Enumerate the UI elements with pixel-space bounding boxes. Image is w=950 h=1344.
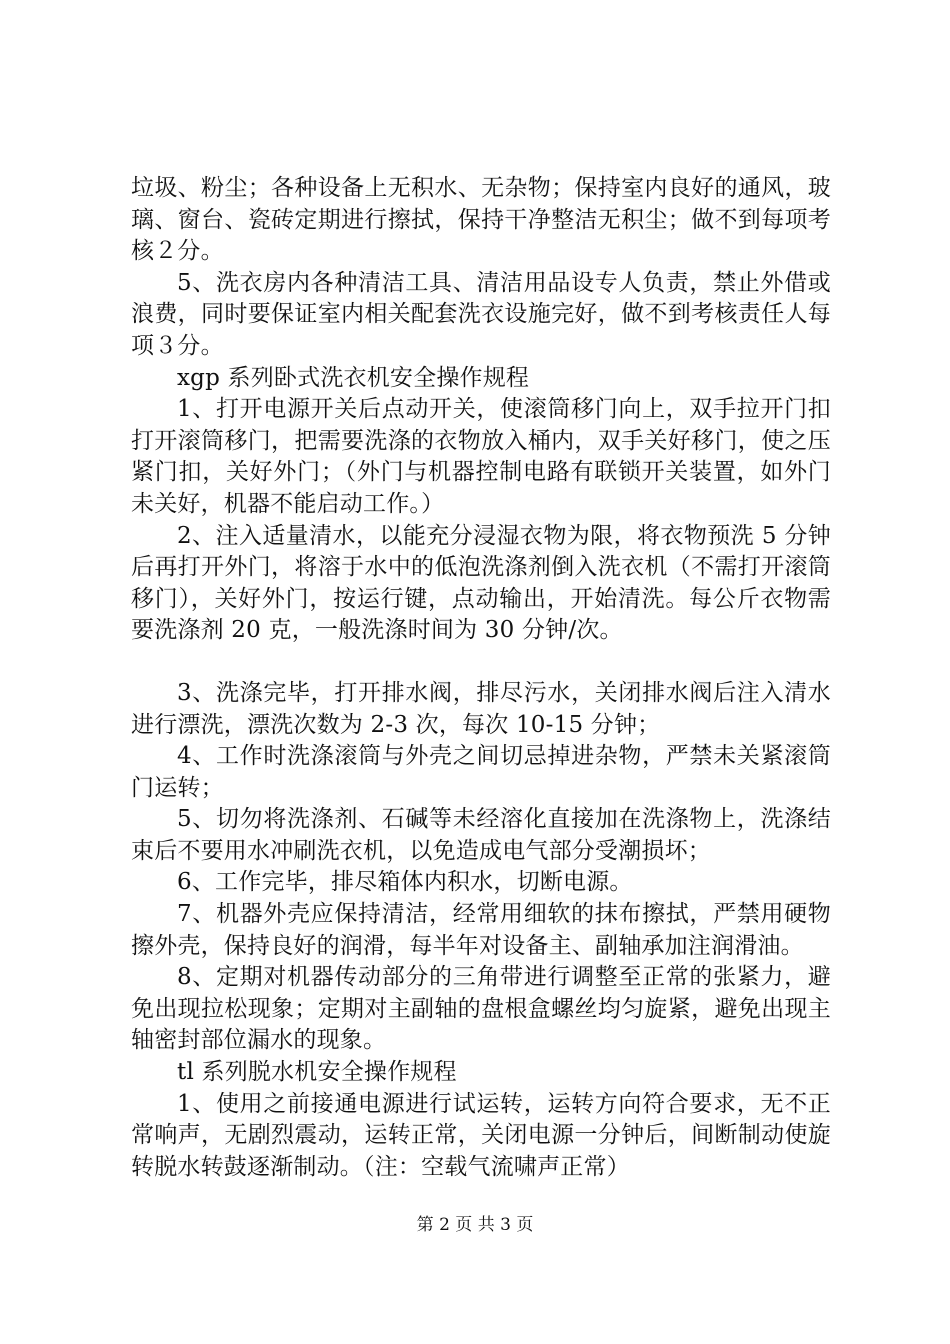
- paragraph-xgp-step-5: 5、切勿将洗涤剂、石碱等未经溶化直接加在洗涤物上，洗涤结束后不要用水冲刷洗衣机，以免造成电气部分受潮损坏；: [131, 806, 831, 864]
- paragraph-xgp-step-3: 3、洗涤完毕，打开排水阀，排尽污水，关闭排水阀后注入清水进行漂洗，漂洗次数为 2-3 次，每次 10-15 分钟；: [131, 679, 831, 738]
- page-number-footer: 第 2 页 共 3 页: [416, 1215, 534, 1235]
- paragraph-xgp-step-2: 2、注入适量清水，以能充分浸湿衣物为限，将衣物预洗 5 分钟后再打开外门，将溶于水中的低泡洗涤剂倒入洗衣机（不需打开滚筒移门），关好外门，按运行键，点动输出，开始清洗。每公斤衣物需要洗涤剂 20 克，一般洗涤时间为 30 分钟/次。: [131, 522, 831, 644]
- section-heading-xgp-washer: xgp 系列卧式洗衣机安全操作规程: [177, 364, 530, 391]
- paragraph-xgp-step-8: 8、定期对机器传动部分的三角带进行调整至正常的张紧力，避免出现拉松现象；定期对主副轴的盘根盒螺丝均匀旋紧，避免出现主轴密封部位漏水的现象。: [131, 964, 831, 1054]
- document-body: [131, 173, 831, 1183]
- paragraph-cleaning-continued: 垃圾、粉尘；各种设备上无积水、无杂物；保持室内良好的通风，玻璃、窗台、瓷砖定期进行擦拭，保持干净整洁无积尘；做不到每项考核２分。: [131, 175, 831, 265]
- paragraph-rule-5-cleaning-tools: 5、洗衣房内各种清洁工具、清洁用品设专人负责，禁止外借或浪费，同时要保证室内相关配套洗衣设施完好，做不到考核责任人每项３分。: [131, 269, 831, 359]
- paragraph-xgp-step-4: 4、工作时洗涤滚筒与外壳之间切忌掉进杂物，严禁未关紧滚筒门运转；: [131, 743, 831, 801]
- paragraph-tl-step-1: 1、使用之前接通电源进行试运转，运转方向符合要求，无不正常响声，无剧烈震动，运转正常，关闭电源一分钟后，间断制动使旋转脱水转鼓逐渐制动。（注：空载气流啸声正常）: [131, 1090, 831, 1180]
- paragraph-xgp-step-1: 1、打开电源开关后点动开关，使滚筒移门向上，双手拉开门扣打开滚筒移门，把需要洗涤的衣物放入桶内，双手关好移门，使之压紧门扣，关好外门；（外门与机器控制电路有联锁开关装置，如外门未关好，机器不能启动工作。）: [131, 396, 831, 517]
- paragraph-xgp-step-6: 6、工作完毕，排尽箱体内积水，切断电源。: [177, 869, 633, 896]
- section-heading-tl-extractor: tl 系列脱水机安全操作规程: [177, 1059, 457, 1086]
- paragraph-xgp-step-7: 7、机器外壳应保持清洁，经常用细软的抹布擦拭，严禁用硬物擦外壳，保持良好的润滑，每半年对设备主、副轴承加注润滑油。: [131, 901, 831, 959]
